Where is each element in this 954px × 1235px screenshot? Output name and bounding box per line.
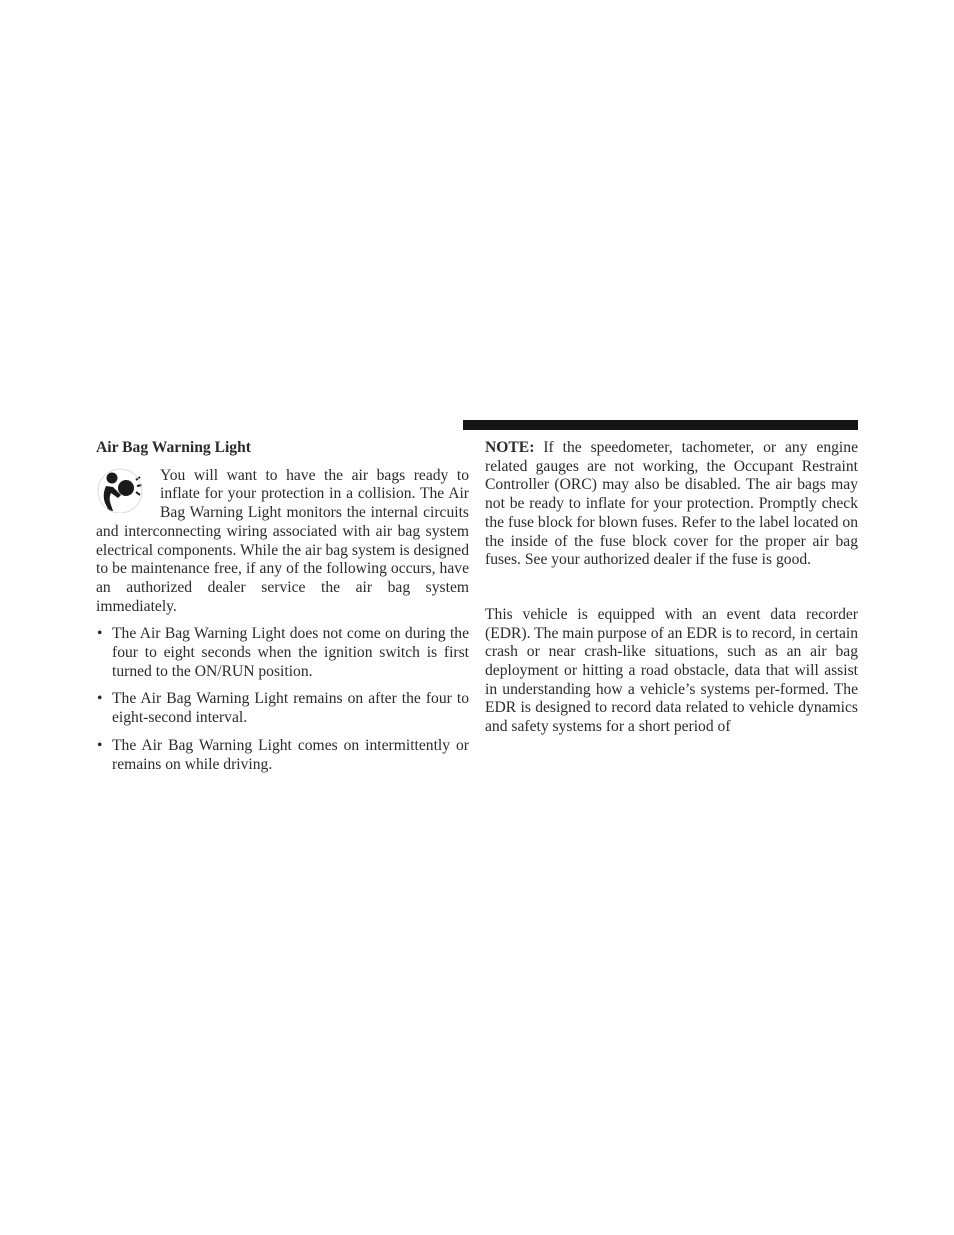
- note-label: NOTE:: [485, 439, 535, 456]
- note-paragraph: [485, 439, 858, 570]
- bullet-marker: •: [97, 690, 103, 708]
- airbag-symptom-list: [96, 625, 469, 774]
- right-column: [485, 439, 858, 737]
- list-item-text: The Air Bag Warning Light does not come on during the four to eight seconds when the ignition switch is first turned to the ON/RUN position.: [112, 625, 469, 680]
- note-text: If the speedometer, tachometer, or any engine related gauges are not working, the Occupant Restraint Controller (ORC) may also be disabled. The air bags may not be ready to inflate for your protection. Promptly check the fuse block for blown fuses. Refer to the label located on the inside of the fuse block cover for the proper air bag fuses. See your authorized dealer if the fuse is good.: [485, 439, 858, 569]
- section-heading: Air Bag Warning Light: [96, 439, 251, 456]
- list-item: [96, 690, 469, 727]
- bullet-marker: •: [97, 736, 103, 754]
- list-item-text: The Air Bag Warning Light comes on intermittently or remains on while driving.: [112, 736, 469, 773]
- airbag-intro-paragraph: You will want to have the air bags ready to inflate for your protection in a collision. The Air Bag Warning Light monitors the internal circuits and interconnecting wiring associated with air bag system electrical components. While the air bag system is designed to be maintenance free, if any of the following occurs, have an authorized dealer service the air bag system immediately.: [96, 466, 469, 615]
- list-item: [96, 737, 469, 774]
- left-column: [96, 439, 469, 783]
- bullet-marker: •: [97, 625, 103, 643]
- airbag-warning-icon: [96, 467, 146, 513]
- section-header-bar: [463, 420, 858, 430]
- edr-paragraph: This vehicle is equipped with an event data recorder (EDR). The main purpose of an EDR is to record, in certain crash or near crash-like situations, such as an air bag deployment or hitting a road obstacle, data that will assist in understanding how a vehicle’s systems per-formed. The EDR is designed to record data related to vehicle dynamics and safety systems for a short period of: [485, 605, 858, 736]
- list-item: [96, 625, 469, 681]
- list-item-text: The Air Bag Warning Light remains on after the four to eight-second interval.: [112, 690, 469, 727]
